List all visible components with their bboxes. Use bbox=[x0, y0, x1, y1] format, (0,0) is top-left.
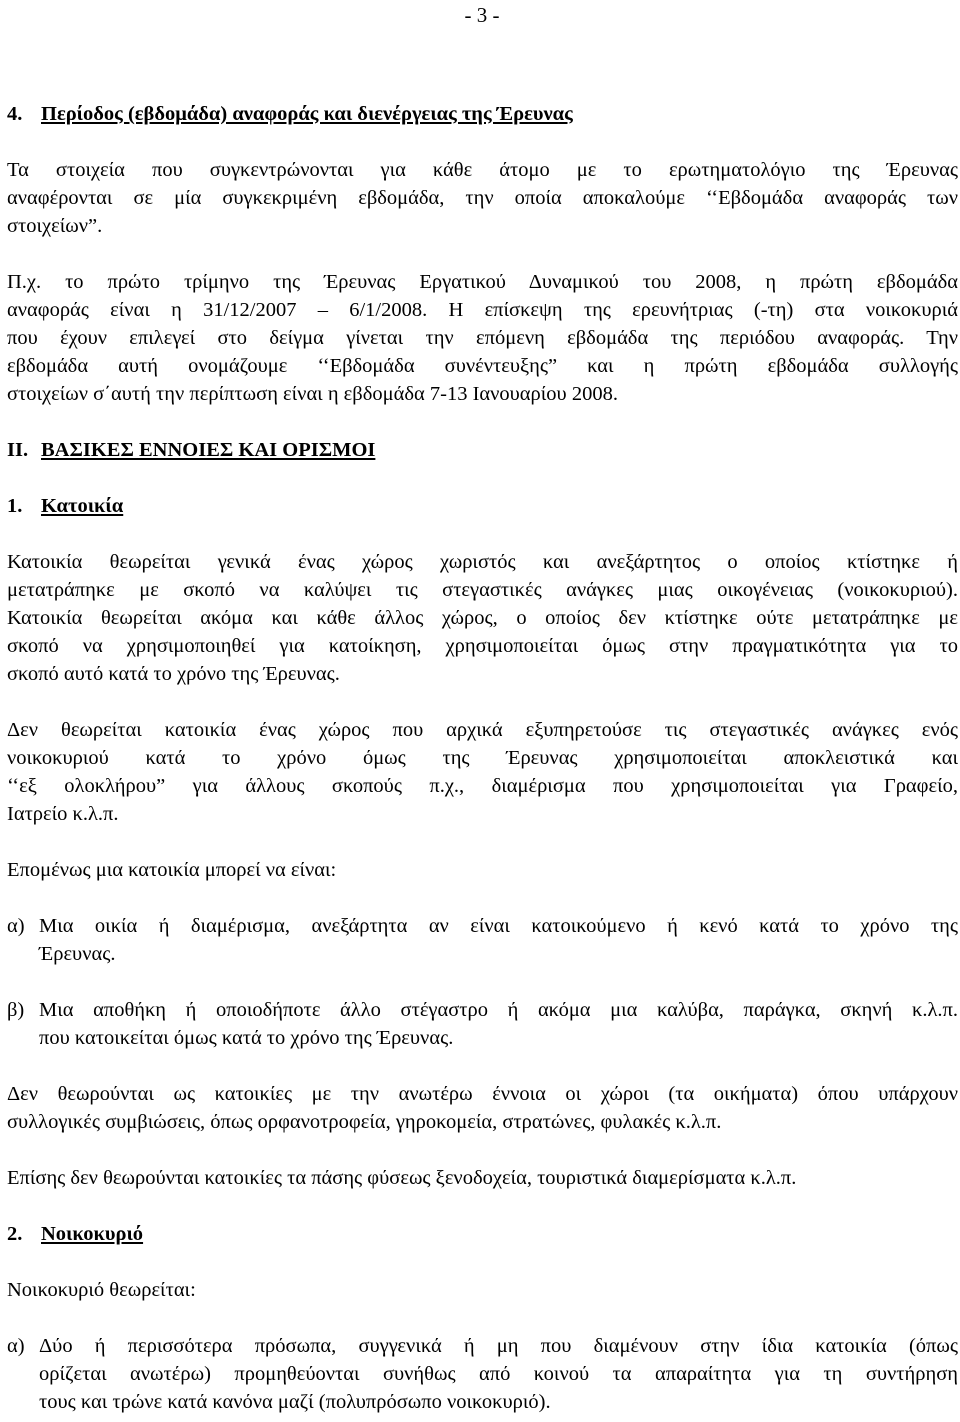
page-number: - 3 - bbox=[464, 3, 500, 27]
section-2-number: 2. bbox=[7, 1223, 23, 1245]
section-4-p2-line-2: αναφοράς είναι η 31/12/2007 – 6/1/2008. Η επίσκεψη της ερευνήτριας (-τη) στα νοικοκυριά bbox=[7, 299, 958, 321]
section-4-p1-line-3: στοιχείων”. bbox=[7, 215, 103, 237]
list-item-text: Μια αποθήκη ή οποιοδήποτε άλλο στέγαστρο ή ακόμα μια καλύβα, παράγκα, σκηνή κ.λ.π. bbox=[39, 999, 958, 1021]
part-2-title: ΒΑΣΙΚΕΣ ΕΝΝΟΙΕΣ ΚΑΙ ΟΡΙΣΜΟΙ bbox=[41, 439, 376, 461]
part-2-number: ΙΙ. bbox=[7, 439, 29, 461]
list-item-text: Μια οικία ή διαμέρισμα, ανεξάρτητα αν είναι κατοικούμενο ή κενό κατά το χρόνο της bbox=[39, 915, 958, 937]
section-1-number: 1. bbox=[7, 495, 23, 517]
part-2-heading bbox=[7, 435, 375, 465]
section-4-number: 4. bbox=[7, 103, 23, 125]
section-1-item-a-line-1 bbox=[7, 911, 958, 941]
section-2-item-a-line-2: ορίζεται ανωτέρω) προμηθεύονται συνήθως από κοινού τα απαραίτητα για τη συντήρηση bbox=[39, 1363, 958, 1385]
section-1-p1-line-2: μετατράπηκε με σκοπό να καλύψει τις στεγαστικές ανάγκες μιας οικογένειας (νοικοκυριού). bbox=[7, 579, 958, 601]
section-1-p2-line-3: ‘‘εξ ολοκλήρου” για άλλους σκοπούς π.χ., διαμέρισμα που χρησιμοποιείται για Γραφείο, bbox=[7, 775, 958, 797]
section-4-p1-line-2: αναφέρονται σε μία συγκεκριμένη εβδομάδα, την οποία αποκαλούμε ‘‘Εβδομάδα αναφοράς των bbox=[7, 187, 958, 209]
section-1-p3-line-2: συλλογικές συμβιώσεις, όπως ορφανοτροφεία, γηροκομεία, στρατώνες, φυλακές κ.λ.π. bbox=[7, 1111, 722, 1133]
section-2-intro: Νοικοκυριό θεωρείται: bbox=[7, 1279, 196, 1301]
section-2-item-a-line-3: τους και τρώνε κατά κανόνα μαζί (πολυπρόσωπο νοικοκυριό). bbox=[39, 1391, 551, 1413]
section-1-item-b-line-2: που κατοικείται όμως κατά το χρόνο της Έρευνας. bbox=[39, 1027, 454, 1049]
section-4-heading bbox=[7, 99, 573, 129]
section-1-p3-line-1: Δεν θεωρούνται ως κατοικίες με την ανωτέρω έννοια οι χώροι (τα οικήματα) όπου υπάρχουν bbox=[7, 1083, 958, 1105]
section-2-title: Νοικοκυριό bbox=[41, 1223, 144, 1245]
section-4-p1-line-1: Τα στοιχεία που συγκεντρώνονται για κάθε άτομο με το ερωτηματολόγιο της Έρευνας bbox=[7, 159, 958, 181]
section-1-title: Κατοικία bbox=[41, 495, 124, 517]
section-1-p1-line-4: σκοπό να χρησιμοποιηθεί για κατοίκηση, χρησιμοποιείται όμως στην πραγματικότητα για το bbox=[7, 635, 958, 657]
section-1-p1-line-5: σκοπό αυτό κατά το χρόνο της Έρευνας. bbox=[7, 663, 340, 685]
section-1-heading bbox=[7, 491, 123, 521]
section-2-item-a-line-1 bbox=[7, 1331, 958, 1361]
list-marker: α) bbox=[7, 1335, 25, 1357]
section-1-intro: Επομένως μια κατοικία μπορεί να είναι: bbox=[7, 859, 337, 881]
section-2-heading bbox=[7, 1219, 143, 1249]
section-1-p2-line-1: Δεν θεωρείται κατοικία ένας χώρος που αρχικά εξυπηρετούσε τις στεγαστικές ανάγκες ενός bbox=[7, 719, 958, 741]
section-1-item-b-line-1 bbox=[7, 995, 958, 1025]
section-1-p1-line-1: Κατοικία θεωρείται γενικά ένας χώρος χωριστός και ανεξάρτητος ο οποίος κτίστηκε ή bbox=[7, 551, 958, 573]
list-marker: α) bbox=[7, 915, 25, 937]
section-1-p2-line-4: Ιατρείο κ.λ.π. bbox=[7, 803, 119, 825]
section-1-p2-line-2: νοικοκυριού κατά το χρόνο όμως της Έρευνας χρησιμοποιείται αποκλειστικά και bbox=[7, 747, 958, 769]
section-4-p2-line-3: που έχουν επιλεγεί στο δείγμα γίνεται την επόμενη εβδομάδα της περιόδου αναφοράς. Την bbox=[7, 327, 958, 349]
list-marker: β) bbox=[7, 999, 25, 1021]
section-4-p2-line-1: Π.χ. το πρώτο τρίμηνο της Έρευνας Εργατικού Δυναμικού του 2008, η πρώτη εβδομάδα bbox=[7, 271, 958, 293]
section-1-p4: Επίσης δεν θεωρούνται κατοικίες τα πάσης φύσεως ξενοδοχεία, τουριστικά διαμερίσματα κ.λ.π. bbox=[7, 1167, 797, 1189]
section-1-item-a-line-2: Έρευνας. bbox=[39, 943, 116, 965]
section-4-p2-line-4: εβδομάδα αυτή ονομάζουμε ‘‘Εβδομάδα συνέντευξης” και η πρώτη εβδομάδα συλλογής bbox=[7, 355, 958, 377]
section-4-p2-line-5: στοιχείων σ΄αυτή την περίπτωση είναι η εβδομάδα 7-13 Ιανουαρίου 2008. bbox=[7, 383, 618, 405]
section-4-title: Περίοδος (εβδομάδα) αναφοράς και διενέργειας της Έρευνας bbox=[41, 103, 573, 125]
list-item-text: Δύο ή περισσότερα πρόσωπα, συγγενικά ή μη που διαμένουν στην ίδια κατοικία (όπως bbox=[39, 1335, 958, 1357]
section-1-p1-line-3: Κατοικία θεωρείται ακόμα και κάθε άλλος χώρος, ο οποίος δεν κτίστηκε ούτε μετατράπηκε με bbox=[7, 607, 958, 629]
